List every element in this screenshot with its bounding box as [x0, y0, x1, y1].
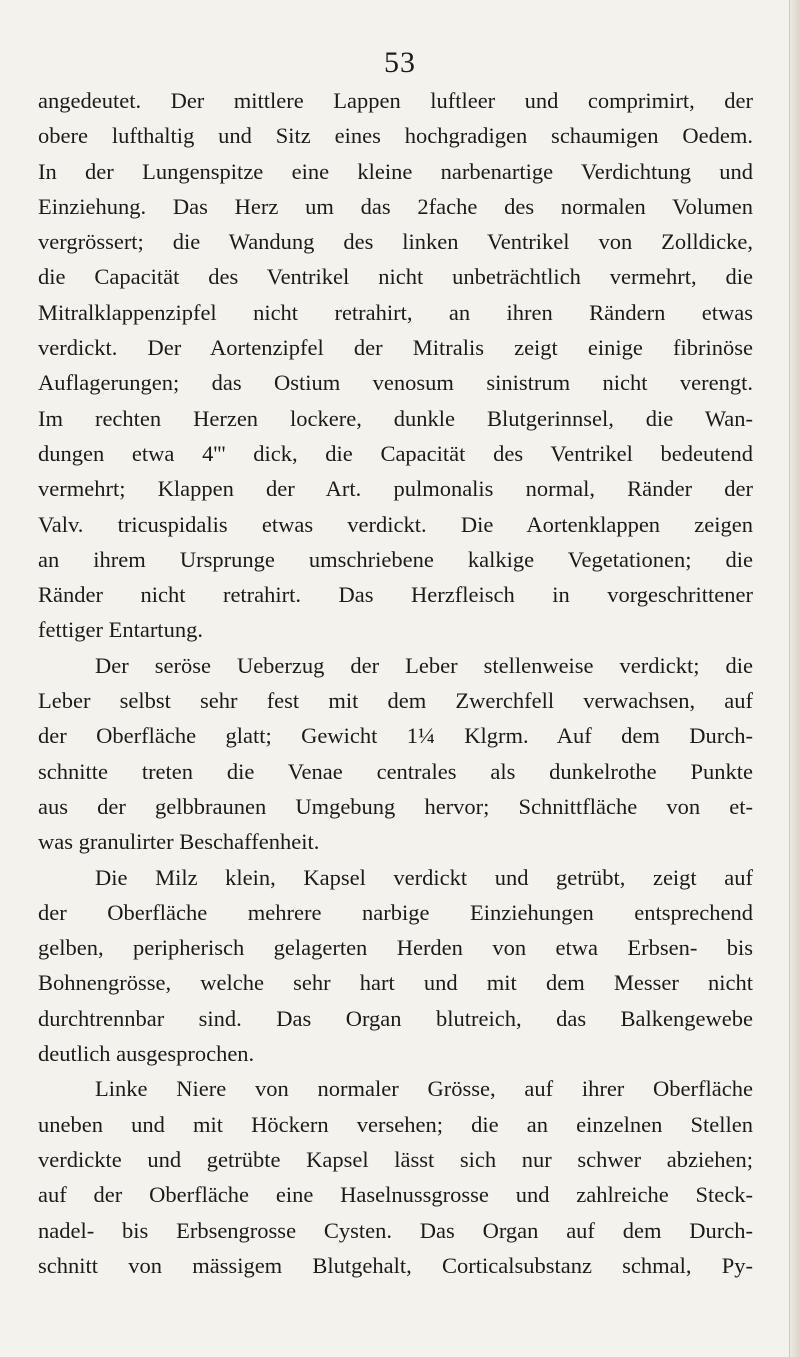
text-line: aus der gelbbraunen Umgebung hervor; Schnittfläche von et- — [38, 793, 753, 819]
text-line: was granulirter Beschaffenheit. — [38, 829, 320, 855]
page-edge-shadow — [789, 0, 800, 1357]
text-line: deutlich ausgesprochen. — [38, 1041, 255, 1067]
text-line: vermehrt; Klappen der Art. pulmonalis normal, Ränder der — [38, 476, 753, 502]
text-line: Im rechten Herzen lockere, dunkle Blutgerinnsel, die Wan- — [38, 405, 753, 431]
text-line: obere lufthaltig und Sitz eines hochgradigen schaumigen Oedem. — [38, 123, 753, 149]
text-line: der Oberfläche glatt; Gewicht 1¼ Klgrm. Auf dem Durch- — [38, 723, 753, 749]
page-number: 53 — [384, 46, 416, 79]
text-line: vergrössert; die Wandung des linken Ventrikel von Zolldicke, — [38, 229, 753, 255]
text-line: uneben und mit Höckern versehen; die an einzelnen Stellen — [38, 1111, 753, 1137]
text-line: Leber selbst sehr fest mit dem Zwerchfell verwachsen, auf — [38, 688, 753, 714]
text-line: Die Milz klein, Kapsel verdickt und getrübt, zeigt auf — [95, 864, 753, 890]
text-line: fettiger Entartung. — [38, 617, 203, 643]
paragraph — [38, 1071, 753, 1283]
paragraph — [38, 648, 753, 860]
text-line: Valv. tricuspidalis etwas verdickt. Die Aortenklappen zeigen — [38, 511, 753, 537]
text-line: dungen etwa 4''' dick, die Capacität des Ventrikel bedeutend — [38, 440, 753, 466]
text-line: schnitt von mässigem Blutgehalt, Corticalsubstanz schmal, Py- — [38, 1252, 753, 1278]
text-line: verdickte und getrübte Kapsel lässt sich nur schwer abziehen; — [38, 1146, 753, 1172]
text-line: Linke Niere von normaler Grösse, auf ihrer Oberfläche — [95, 1076, 753, 1102]
text-line: an ihrem Ursprunge umschriebene kalkige Vegetationen; die — [38, 546, 753, 572]
text-line: Der seröse Ueberzug der Leber stellenweise verdickt; die — [95, 652, 753, 678]
paragraph — [38, 860, 753, 1072]
text-line: Einziehung. Das Herz um das 2fache des normalen Volumen — [38, 193, 753, 219]
text-line: durchtrennbar sind. Das Organ blutreich, das Balkengewebe — [38, 1005, 753, 1031]
text-line: gelben, peripherisch gelagerten Herden von etwa Erbsen- bis — [38, 935, 753, 961]
text-line: In der Lungenspitze eine kleine narbenartige Verdichtung und — [38, 158, 753, 184]
text-line: Auflagerungen; das Ostium venosum sinistrum nicht verengt. — [38, 370, 753, 396]
text-line: verdickt. Der Aortenzipfel der Mitralis zeigt einige fibrinöse — [38, 335, 753, 361]
text-line: schnitte treten die Venae centrales als dunkelrothe Punkte — [38, 758, 753, 784]
text-line: Ränder nicht retrahirt. Das Herzfleisch in vorgeschrittener — [38, 582, 753, 608]
text-line: angedeutet. Der mittlere Lappen luftleer und comprimirt, der — [38, 88, 753, 113]
text-line: Bohnengrösse, welche sehr hart und mit dem Messer nicht — [38, 970, 753, 996]
text-line: Mitralklappenzipfel nicht retrahirt, an ihren Rändern etwas — [38, 299, 753, 325]
text-line: auf der Oberfläche eine Haselnussgrosse und zahlreiche Steck- — [38, 1182, 753, 1208]
text-line: der Oberfläche mehrere narbige Einziehungen entsprechend — [38, 899, 753, 925]
text-line: nadel- bis Erbsengrosse Cysten. Das Organ auf dem Durch- — [38, 1217, 753, 1243]
text-line: die Capacität des Ventrikel nicht unbeträchtlich vermehrt, die — [38, 264, 753, 290]
body-text — [38, 83, 753, 1283]
paragraph — [38, 83, 753, 648]
